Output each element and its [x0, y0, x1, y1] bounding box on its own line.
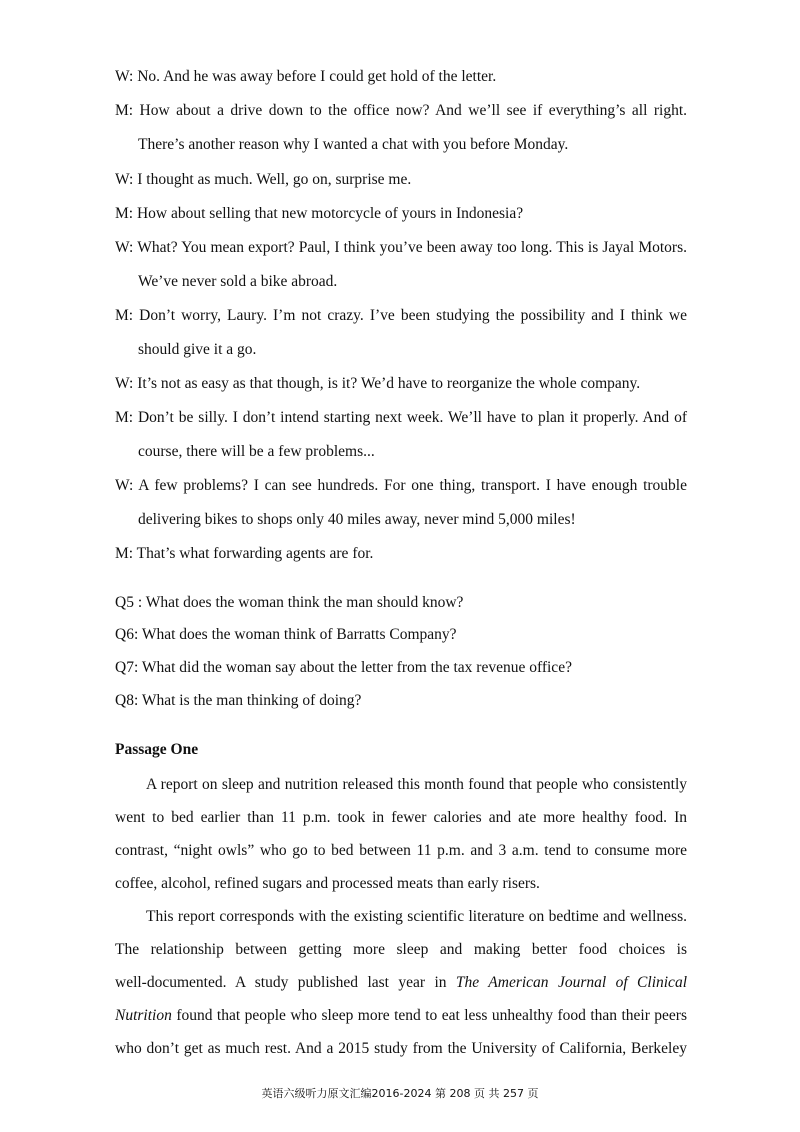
paragraph-line: A report on sleep and nutrition released this month found that people who consistently — [146, 776, 687, 793]
page-footer: 英语六级听力原文汇编2016-2024 第 208 页 共 257 页 — [261, 1087, 539, 1100]
dialogue-line: delivering bikes to shops only 40 miles away, never mind 5,000 miles! — [138, 511, 576, 528]
dialogue-line: W: A few problems? I can see hundreds. For one thing, transport. I have enough trouble — [115, 477, 687, 494]
paragraph-line: The relationship between getting more sleep and making better food choices is — [115, 941, 687, 958]
paragraph-text: well-documented. A study published last year in — [115, 974, 447, 991]
dialogue-line: M: That’s what forwarding agents are for. — [115, 545, 374, 562]
dialogue-line: We’ve never sold a bike abroad. — [138, 273, 338, 290]
question-line: Q7: What did the woman say about the letter from the tax revenue office? — [115, 659, 572, 676]
paragraph-line: contrast, “night owls” who go to bed between 11 p.m. and 3 a.m. tend to consume more — [115, 842, 687, 859]
paragraph-line: went to bed earlier than 11 p.m. took in fewer calories and ate more healthy food. In — [115, 809, 687, 826]
dialogue-line: M: Don’t worry, Laury. I’m not crazy. I’ve been studying the possibility and I think we — [115, 307, 687, 324]
question-line: Q8: What is the man thinking of doing? — [115, 692, 362, 709]
paragraph-line: This report corresponds with the existing scientific literature on bedtime and wellness. — [146, 908, 687, 925]
paragraph-line — [115, 973, 687, 993]
dialogue-line: W: It’s not as easy as that though, is it? We’d have to reorganize the whole company. — [115, 375, 641, 392]
dialogue-line: W: No. And he was away before I could get hold of the letter. — [115, 68, 497, 85]
paragraph-text: found that people who sleep more tend to eat less unhealthy food than their peers — [176, 1007, 688, 1024]
journal-title: Nutrition — [115, 1007, 172, 1024]
paragraph-line: coffee, alcohol, refined sugars and processed meats than early risers. — [115, 875, 540, 892]
paragraph-line — [115, 1006, 687, 1026]
dialogue-line: course, there will be a few problems... — [138, 443, 375, 460]
dialogue-line: M: Don’t be silly. I don’t intend starting next week. We’ll have to plan it properly. And of — [115, 409, 687, 426]
dialogue-line: There’s another reason why I wanted a chat with you before Monday. — [138, 136, 569, 153]
dialogue-line: W: What? You mean export? Paul, I think you’ve been away too long. This is Jayal Motors. — [115, 239, 687, 256]
question-line: Q5 : What does the woman think the man should know? — [115, 594, 464, 611]
dialogue-line: M: How about selling that new motorcycle of yours in Indonesia? — [115, 205, 524, 222]
section-heading: Passage One — [115, 741, 199, 758]
dialogue-line: M: How about a drive down to the office now? And we’ll see if everything’s all right. — [115, 102, 687, 119]
paragraph-line: who don’t get as much rest. And a 2015 study from the University of California, Berkeley — [115, 1040, 687, 1057]
journal-title: The American Journal of Clinical — [455, 974, 687, 991]
question-line: Q6: What does the woman think of Barratts Company? — [115, 626, 457, 643]
dialogue-line: W: I thought as much. Well, go on, surprise me. — [115, 171, 412, 188]
dialogue-line: should give it a go. — [138, 341, 257, 358]
